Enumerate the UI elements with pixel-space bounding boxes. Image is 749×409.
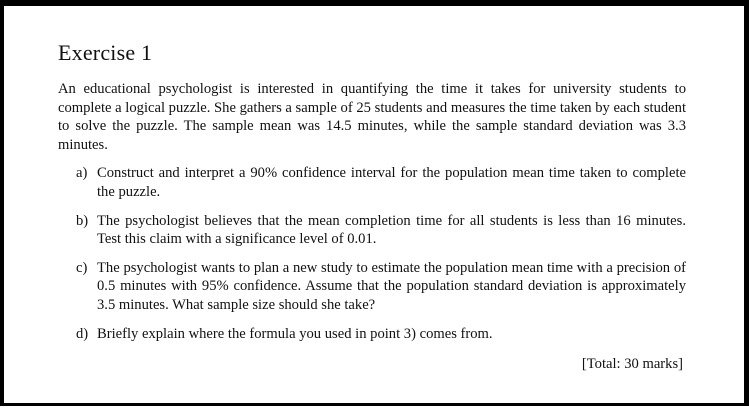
question-label: c) (76, 259, 88, 276)
question-label: a) (76, 165, 88, 182)
total-marks: [Total: 30 marks] (581, 356, 683, 372)
question-c (58, 259, 686, 315)
exercise-title: Exercise 1 (58, 40, 153, 65)
question-list (58, 164, 686, 343)
exercise-page (58, 40, 686, 372)
question-text: The psychologist wants to plan a new study to estimate the population mean time with a precision of 0.5 minutes with 95% confidence. Assume that the population standard deviation is approximately 3.5 minutes. What sample size should she take? (97, 259, 686, 313)
question-text: The psychologist believes that the mean completion time for all students is less than 16 minutes. Test this claim with a significance level of 0.01. (97, 212, 686, 248)
question-text: Construct and interpret a 90% confidence interval for the population mean time taken to complete the puzzle. (97, 165, 686, 200)
question-b (58, 212, 686, 249)
bottom-border (0, 403, 749, 406)
exercise-intro: An educational psychologist is interested in quantifying the time it takes for university students to complete a logical puzzle. She gathers a sample of 25 students and measures the time taken by each student to solve the puzzle. The sample mean was 14.5 minutes, while the sample standard deviation was 3.3 minutes. (58, 81, 686, 153)
question-a (58, 164, 686, 201)
left-border (0, 0, 4, 406)
top-border (0, 0, 749, 6)
right-border (744, 0, 749, 406)
question-label: b) (76, 212, 89, 229)
question-text: Briefly explain where the formula you used in point 3) comes from. (97, 325, 493, 342)
question-label: d) (76, 325, 89, 342)
question-d (58, 325, 686, 344)
